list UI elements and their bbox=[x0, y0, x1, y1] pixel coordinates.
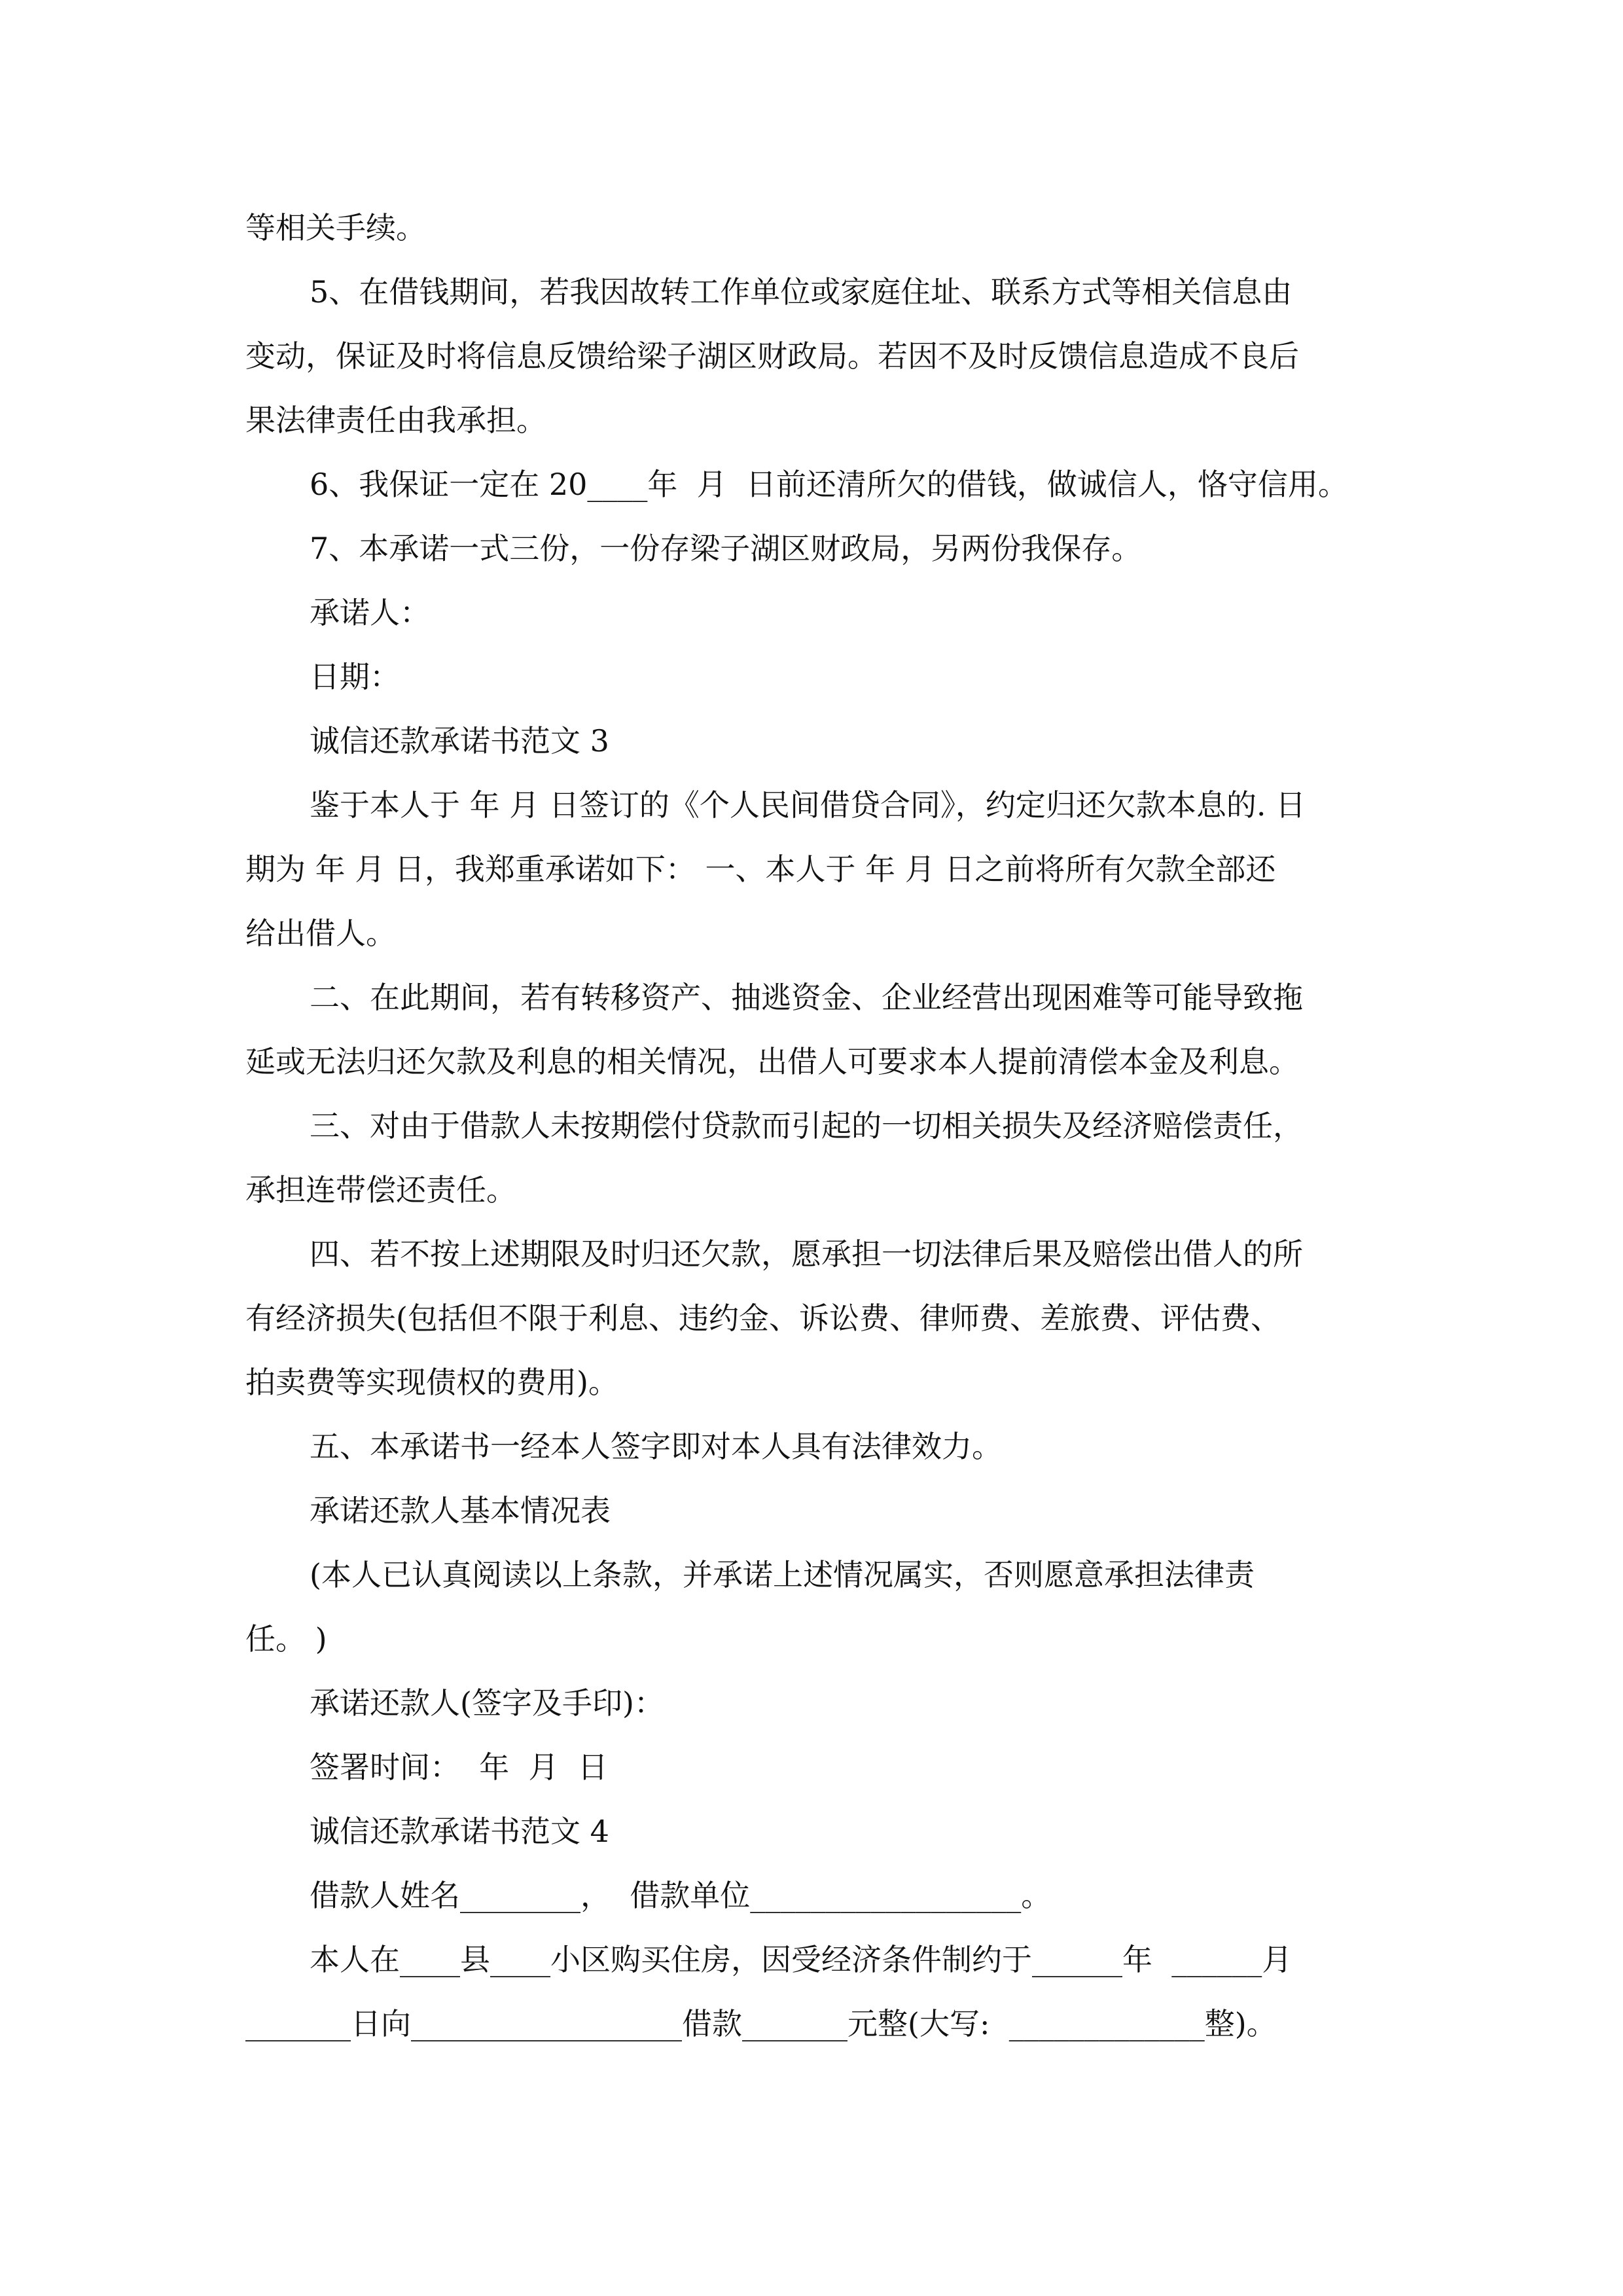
paragraph-line: 果法律责任由我承担。 bbox=[245, 403, 546, 438]
paragraph-line: 承担连带偿还责任。 bbox=[245, 1172, 516, 1208]
paragraph-line: 给出借人。 bbox=[245, 916, 396, 951]
paragraph-line: 5、在借钱期间，若我因故转工作单位或家庭住址、联系方式等相关信息由 bbox=[310, 274, 1293, 310]
form-line: 本人在____县____小区购买住房，因受经济条件制约于______年 ______月 bbox=[310, 1942, 1293, 1977]
paragraph-line: 等相关手续。 bbox=[245, 210, 426, 245]
form-line: _______日向__________________借款_______元整(大写: _____________整)。 bbox=[245, 2006, 1277, 2041]
paragraph-line: 延或无法归还欠款及利息的相关情况，出借人可要求本人提前清偿本金及利息。 bbox=[245, 1044, 1299, 1079]
paragraph-line: 鉴于本人于 年 月 日签订的《个人民间借贷合同》，约定归还欠款本息的. 日 bbox=[310, 787, 1306, 823]
paragraph-line: 二、在此期间，若有转移资产、抽逃资金、企业经营出现困难等可能导致拖 bbox=[310, 980, 1303, 1015]
paragraph-line: 6、我保证一定在 20____年 月 日前还清所欠的借钱，做诚信人，恪守信用。 bbox=[310, 467, 1348, 502]
signature-label: 承诺还款人(签字及手印)： bbox=[310, 1685, 664, 1721]
section-title: 诚信还款承诺书范文 4 bbox=[310, 1814, 609, 1849]
signature-label: 承诺人： bbox=[310, 595, 430, 630]
paragraph-line: 期为 年 月 日，我郑重承诺如下： 一、本人于 年 月 日之前将所有欠款全部还 bbox=[245, 852, 1276, 887]
paragraph-line: (本人已认真阅读以上条款，并承诺上述情况属实，否则愿意承担法律责 bbox=[310, 1557, 1255, 1592]
date-label: 签署时间： 年 月 日 bbox=[310, 1749, 608, 1785]
paragraph-line: 五、本承诺书一经本人签字即对本人具有法律效力。 bbox=[310, 1429, 1002, 1464]
paragraph-line: 有经济损失(包括但不限于利息、违约金、诉讼费、律师费、差旅费、评估费、 bbox=[245, 1300, 1281, 1336]
section-title: 诚信还款承诺书范文 3 bbox=[310, 723, 609, 759]
paragraph-line: 三、对由于借款人未按期偿付贷款而引起的一切相关损失及经济赔偿责任， bbox=[310, 1108, 1303, 1143]
table-title: 承诺还款人基本情况表 bbox=[310, 1493, 611, 1528]
paragraph-line: 四、若不按上述期限及时归还欠款，愿承担一切法律后果及赔偿出借人的所 bbox=[310, 1236, 1303, 1272]
paragraph-line: 拍卖费等实现债权的费用)。 bbox=[245, 1365, 618, 1400]
date-label: 日期： bbox=[310, 659, 400, 694]
form-line: 借款人姓名________， 借款单位__________________。 bbox=[310, 1878, 1052, 1913]
paragraph-line: 7、本承诺一式三份，一份存梁子湖区财政局，另两份我保存。 bbox=[310, 531, 1142, 566]
paragraph-line: 任。 ) bbox=[245, 1621, 327, 1657]
paragraph-line: 变动，保证及时将信息反馈给梁子湖区财政局。若因不及时反馈信息造成不良后 bbox=[245, 338, 1299, 374]
